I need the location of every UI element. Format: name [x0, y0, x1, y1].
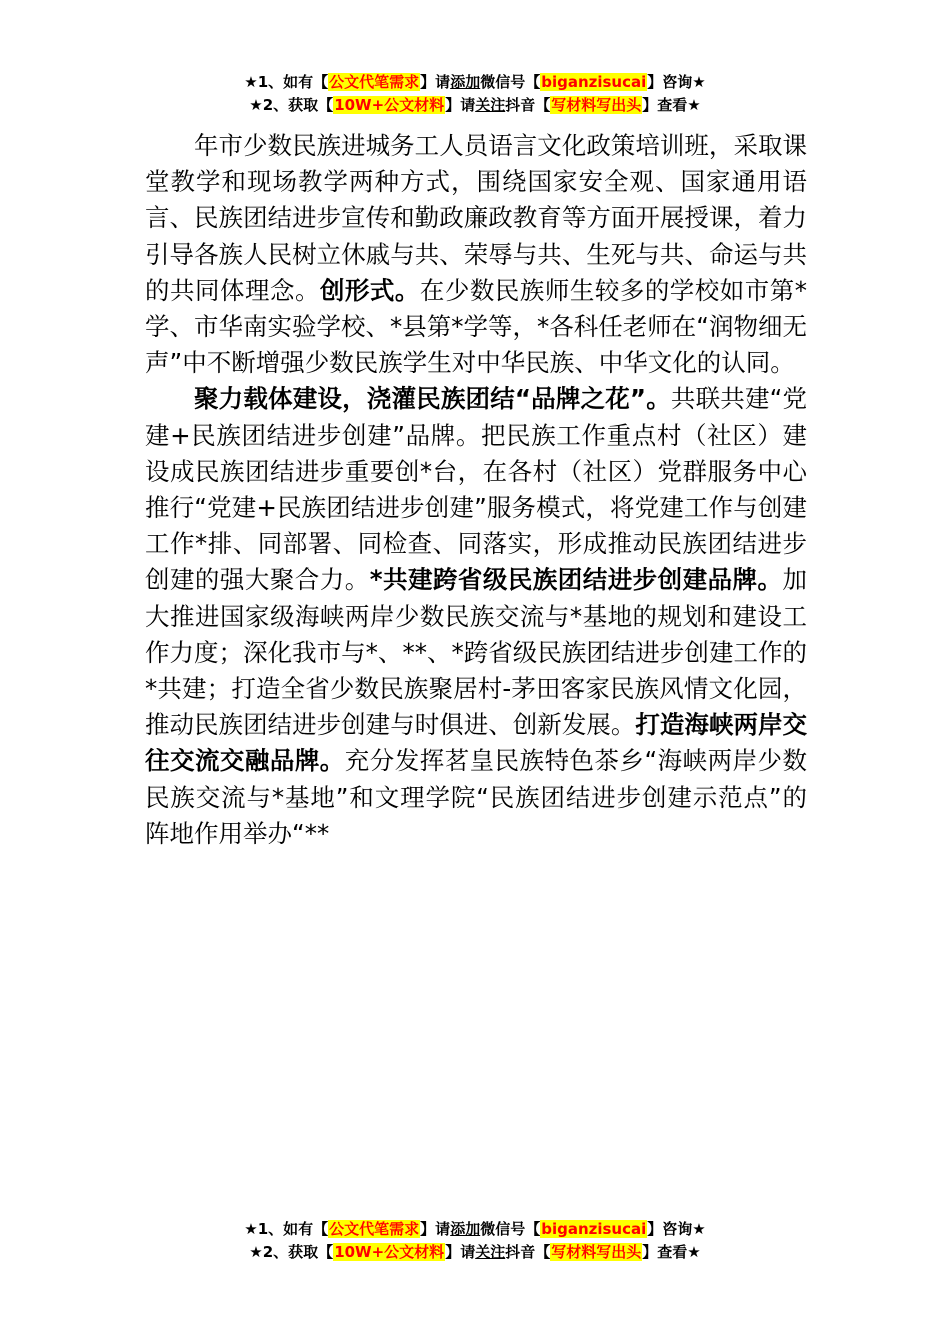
banner-line-1: [0, 1218, 950, 1241]
banner-text: 抖音【: [505, 96, 551, 114]
paragraph-2: [145, 381, 807, 852]
banner-underlined: 添加: [450, 73, 481, 91]
banner-line-2: [0, 94, 950, 117]
banner-text: 1、如有【: [257, 1220, 329, 1238]
banner-text: 】咨询★: [647, 73, 706, 91]
banner-text: 】请: [420, 1220, 451, 1238]
banner-underlined: 关注: [475, 1243, 506, 1261]
banner-text: 】咨询★: [647, 1220, 706, 1238]
paragraph-text: 充分发挥茗皇民族特色茶乡“海峡两岸少数民族交流与*基地”和文理学院“民族团结进步创建示范点”的阵地作用举办“**: [145, 746, 808, 848]
banner-text: 微信号【: [480, 1220, 541, 1238]
document-body: [145, 128, 807, 852]
banner-text: 】请: [445, 1243, 476, 1261]
banner-text: 】请: [420, 73, 451, 91]
highlight-douyin-id: 写材料写出头: [551, 1243, 642, 1261]
banner-line-1: [0, 71, 950, 94]
star-icon: ★: [249, 96, 263, 114]
banner-line-2: [0, 1241, 950, 1264]
bold-heading: 打造海峡两岸交往交流交融品牌。: [145, 710, 808, 776]
bold-heading: *共建跨省级民族团结进步创建品牌。: [369, 565, 783, 595]
footer-banner: [0, 1218, 950, 1264]
highlight-service: 公文代笔需求: [329, 1220, 420, 1238]
highlight-wechat-id: biganzisucai: [541, 73, 647, 91]
paragraph-1: [145, 128, 807, 381]
paragraph-text: 年市少数民族进城务工人员语言文化政策培训班，采取课堂教学和现场教学两种方式，围绕国家安全观、国家通用语言、民族团结进步宣传和勤政廉政教育等方面开展授课，着力引导各族人民树立休戚与共、荣辱与共、生死与共、命运与共的共同体理念。: [145, 131, 807, 305]
banner-underlined: 添加: [450, 1220, 481, 1238]
banner-text: 抖音【: [505, 1243, 551, 1261]
paragraph-text: 共联共建“党建+民族团结进步创建”品牌。把民族工作重点村（社区）建设成民族团结进步重要创*台，在各村（社区）党群服务中心推行“党建+民族团结进步创建”服务模式，将党建工作与创建工作*排、同部署、同检查、同落实，形成推动民族团结进步创建的强大聚合力。: [145, 384, 808, 595]
banner-text: 】查看★: [642, 1243, 701, 1261]
header-banner: [0, 71, 950, 117]
star-icon: ★: [244, 73, 258, 91]
banner-text: 1、如有【: [257, 73, 329, 91]
star-icon: ★: [244, 1220, 258, 1238]
paragraph-text: 加大推进国家级海峡两岸少数民族交流与*基地的规划和建设工作力度；深化我市与*、**、*跨省级民族团结进步创建工作的*共建；打造全省少数民族聚居村-茅田客家民族风情文化园，推动民族团结进步创建与时俱进、创新发展。: [145, 565, 807, 740]
highlight-service: 公文代笔需求: [329, 73, 420, 91]
star-icon: ★: [249, 1243, 263, 1261]
paragraph-text: 在少数民族师生较多的学校如市第*学、市华南实验学校、*县第*学等，*各科任老师在“润物细无声”中不断增强少数民族学生对中华民族、中华文化的认同。: [145, 275, 808, 378]
highlight-materials: 10W+公文材料: [334, 1243, 445, 1261]
highlight-wechat-id: biganzisucai: [541, 1220, 647, 1238]
highlight-douyin-id: 写材料写出头: [551, 96, 642, 114]
banner-text: 】查看★: [642, 96, 701, 114]
bold-heading: 创形式。: [319, 275, 420, 305]
banner-underlined: 关注: [475, 96, 506, 114]
banner-text: 微信号【: [480, 73, 541, 91]
banner-text: 2、获取【: [262, 1243, 334, 1261]
highlight-materials: 10W+公文材料: [334, 96, 445, 114]
banner-text: 2、获取【: [262, 96, 334, 114]
section-heading: 聚力载体建设，浇灌民族团结“品牌之花”。: [194, 384, 671, 414]
banner-text: 】请: [445, 96, 476, 114]
